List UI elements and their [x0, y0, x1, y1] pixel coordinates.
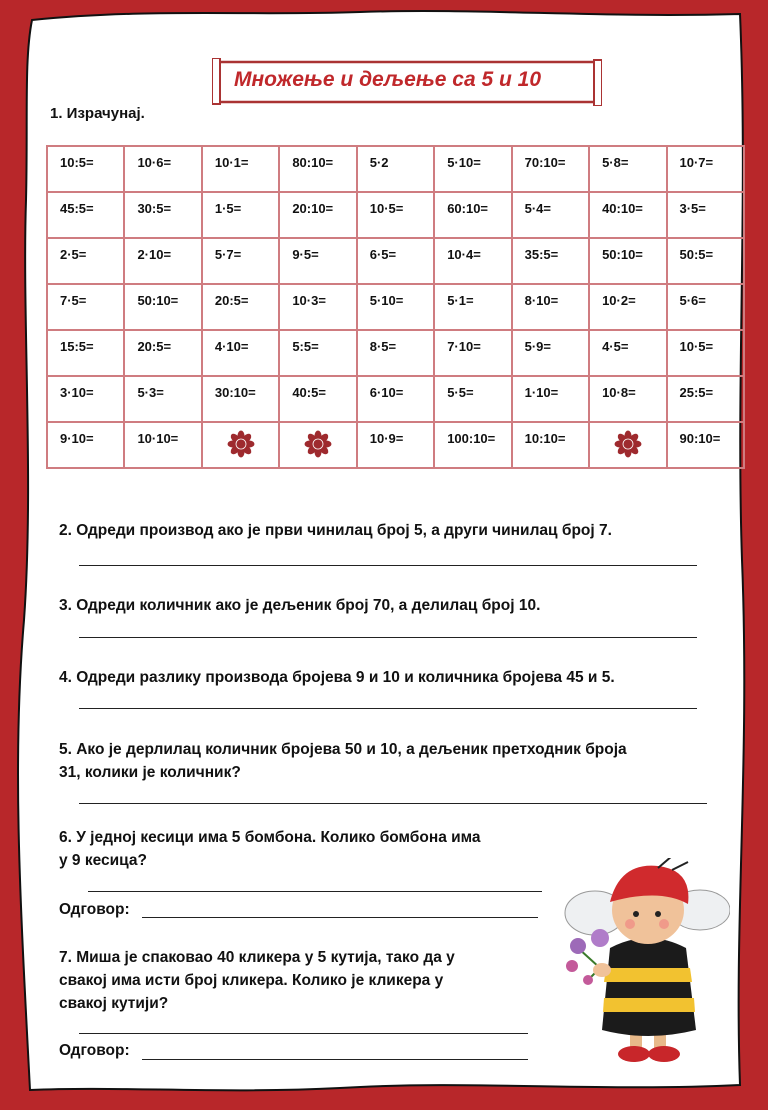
exercise-cell[interactable]: 90:10= — [667, 422, 745, 468]
exercise-cell[interactable]: 8·10= — [512, 284, 589, 330]
exercise-cell[interactable]: 10:5= — [47, 146, 124, 192]
exercise-cell[interactable]: 40:5= — [279, 376, 356, 422]
flower-cell — [589, 422, 666, 468]
exercise-cell[interactable]: 20:10= — [279, 192, 356, 238]
exercise-cell[interactable]: 60:10= — [434, 192, 511, 238]
exercise-cell[interactable]: 10:10= — [512, 422, 589, 468]
exercise-cell[interactable]: 6·10= — [357, 376, 434, 422]
question-2: 2. Одреди производ ако је први чинилац број 5, а други чинилац број 7. — [59, 522, 612, 539]
exercise-cell[interactable]: 5·3= — [124, 376, 201, 422]
exercise-cell[interactable]: 2·5= — [47, 238, 124, 284]
exercise-cell[interactable]: 25:5= — [667, 376, 745, 422]
exercise-cell[interactable]: 20:5= — [202, 284, 279, 330]
question-5-line-2: 31, колики је количник? — [59, 764, 241, 781]
exercise-cell[interactable]: 50:5= — [667, 238, 745, 284]
exercise-cell[interactable]: 35:5= — [512, 238, 589, 284]
exercise-cell[interactable]: 9·10= — [47, 422, 124, 468]
question-4: 4. Одреди разлику производа бројева 9 и 10 и количника бројева 45 и 5. — [59, 669, 615, 686]
exercise-cell[interactable]: 10·9= — [357, 422, 434, 468]
exercise-cell[interactable]: 1·5= — [202, 192, 279, 238]
flower-cell — [279, 422, 356, 468]
question-7-line-1: 7. Миша је спаковао 40 кликера у 5 кутија, тако да у — [59, 949, 455, 966]
grid-row — [47, 422, 744, 468]
exercise-cell[interactable]: 45:5= — [47, 192, 124, 238]
exercise-cell[interactable]: 5·9= — [512, 330, 589, 376]
answer-line-3[interactable] — [79, 637, 697, 638]
exercise-cell[interactable]: 2·10= — [124, 238, 201, 284]
exercise-cell[interactable]: 5·4= — [512, 192, 589, 238]
exercise-cell[interactable]: 5:5= — [279, 330, 356, 376]
answer-label-7: Одговор: — [59, 1042, 130, 1059]
question-6-line-1: 6. У једној кесици има 5 бомбона. Колико бомбона има — [59, 829, 481, 846]
exercise-cell[interactable]: 5·6= — [667, 284, 745, 330]
exercise-cell[interactable]: 40:10= — [589, 192, 666, 238]
exercise-cell[interactable]: 5·5= — [434, 376, 511, 422]
exercise-cell[interactable]: 10·3= — [279, 284, 356, 330]
exercise-cell[interactable]: 10·8= — [589, 376, 666, 422]
exercise-cell[interactable]: 10·1= — [202, 146, 279, 192]
exercise-cell[interactable]: 10·10= — [124, 422, 201, 468]
question-7-line-2: свакој има исти број кликера. Колико је кликера у — [59, 972, 444, 989]
grid-row — [47, 330, 744, 376]
flower-icon — [227, 430, 255, 458]
exercise-cell[interactable]: 10·2= — [589, 284, 666, 330]
title-banner — [212, 58, 602, 106]
question-7-line-3: свакој кутији? — [59, 995, 169, 1012]
bee-girl-illustration — [560, 858, 730, 1068]
question-6-line-2: у 9 кесица? — [59, 852, 147, 869]
question-3: 3. Одреди количник ако је дељеник број 70, а делилац број 10. — [59, 597, 541, 614]
answer-line-4[interactable] — [79, 708, 697, 709]
flower-icon — [614, 430, 642, 458]
grid-row — [47, 284, 744, 330]
exercise-cell[interactable]: 4·10= — [202, 330, 279, 376]
exercise-cell[interactable]: 6·5= — [357, 238, 434, 284]
task1-heading: 1. Израчунај. — [50, 105, 145, 122]
flower-icon — [304, 430, 332, 458]
exercise-cell[interactable]: 10·6= — [124, 146, 201, 192]
exercise-cell[interactable]: 50:10= — [124, 284, 201, 330]
exercise-cell[interactable]: 5·2 — [357, 146, 434, 192]
exercise-cell[interactable]: 100:10= — [434, 422, 511, 468]
exercise-cell[interactable]: 1·10= — [512, 376, 589, 422]
exercise-cell[interactable]: 7·10= — [434, 330, 511, 376]
grid-row — [47, 238, 744, 284]
exercise-cell[interactable]: 5·10= — [357, 284, 434, 330]
exercise-cell[interactable]: 30:10= — [202, 376, 279, 422]
exercise-cell[interactable]: 30:5= — [124, 192, 201, 238]
question-5-line-1: 5. Ако је дерлилац количник бројева 50 и 10, а дељеник претходник броја — [59, 741, 627, 758]
exercise-cell[interactable]: 8·5= — [357, 330, 434, 376]
exercise-cell[interactable]: 10·5= — [667, 330, 745, 376]
exercise-cell[interactable]: 80:10= — [279, 146, 356, 192]
answer-line-5[interactable] — [79, 803, 707, 804]
grid-row — [47, 146, 744, 192]
exercise-cell[interactable]: 10·5= — [357, 192, 434, 238]
answer-line-7[interactable] — [142, 1059, 528, 1060]
exercise-cell[interactable]: 20:5= — [124, 330, 201, 376]
exercise-cell[interactable]: 50:10= — [589, 238, 666, 284]
exercise-cell[interactable]: 10·7= — [667, 146, 745, 192]
exercise-cell[interactable]: 15:5= — [47, 330, 124, 376]
exercise-cell[interactable]: 5·10= — [434, 146, 511, 192]
work-line-6[interactable] — [88, 891, 542, 892]
exercise-cell[interactable]: 4·5= — [589, 330, 666, 376]
exercise-cell[interactable]: 5·1= — [434, 284, 511, 330]
exercise-grid — [46, 145, 745, 469]
page-title: Множење и дељење са 5 и 10 — [234, 68, 542, 91]
exercise-cell[interactable]: 7·5= — [47, 284, 124, 330]
answer-label-6: Одговор: — [59, 901, 130, 918]
exercise-cell[interactable]: 9·5= — [279, 238, 356, 284]
answer-line-6[interactable] — [142, 917, 538, 918]
exercise-cell[interactable]: 5·7= — [202, 238, 279, 284]
exercise-cell[interactable]: 70:10= — [512, 146, 589, 192]
grid-row — [47, 192, 744, 238]
work-line-7[interactable] — [79, 1033, 528, 1034]
exercise-cell[interactable]: 3·5= — [667, 192, 745, 238]
exercise-cell[interactable]: 3·10= — [47, 376, 124, 422]
grid-row — [47, 376, 744, 422]
answer-line-2[interactable] — [79, 565, 697, 566]
flower-cell — [202, 422, 279, 468]
exercise-cell[interactable]: 10·4= — [434, 238, 511, 284]
exercise-cell[interactable]: 5·8= — [589, 146, 666, 192]
